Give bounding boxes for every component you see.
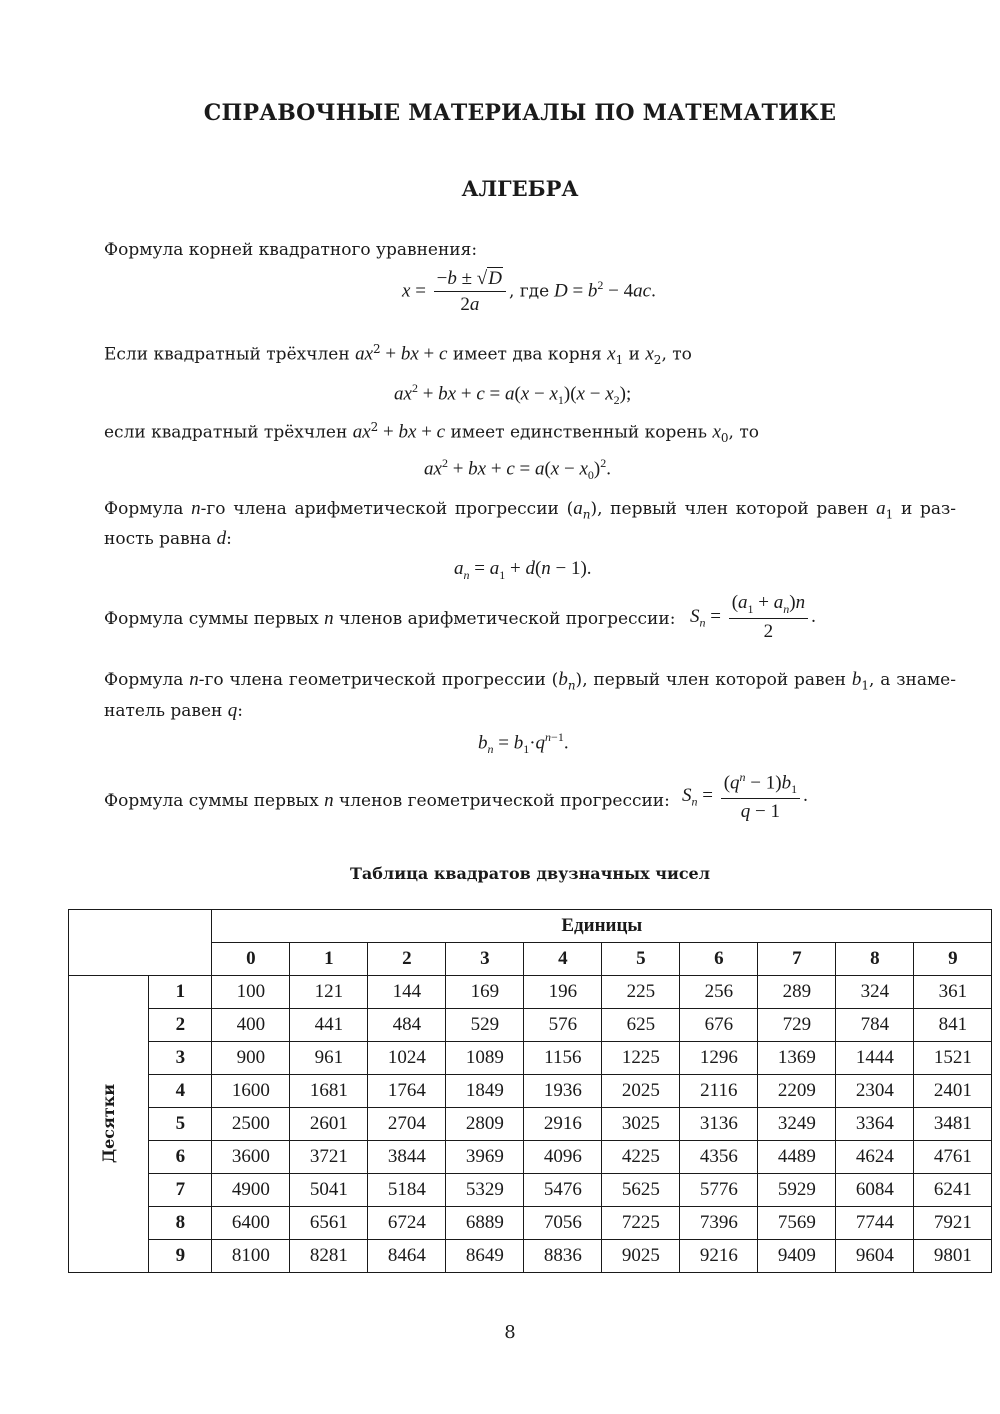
square-value-cell: 961	[290, 1042, 368, 1075]
square-value-cell: 5625	[602, 1174, 680, 1207]
square-value-cell: 2500	[212, 1108, 290, 1141]
square-value-cell: 4489	[758, 1141, 836, 1174]
squares-table	[68, 909, 992, 1273]
square-value-cell: 169	[446, 976, 524, 1009]
square-value-cell: 7569	[758, 1207, 836, 1240]
square-value-cell: 8649	[446, 1240, 524, 1273]
square-value-cell: 1296	[680, 1042, 758, 1075]
geom-sum-sentence: Формула суммы первых n членов геометрической прогрессии:	[104, 790, 670, 811]
square-value-cell: 2809	[446, 1108, 524, 1141]
table-caption: Таблица квадратов двузначных чисел	[349, 864, 711, 883]
geom-sum-formula: $S_n$ = $\frac{(q^n - 1)b_1}{q - 1}$ .	[682, 770, 808, 823]
geom-nth-text: -го члена геометрической прогрессии	[198, 670, 546, 690]
square-value-cell: 4356	[680, 1141, 758, 1174]
tens-digit-cell: 6	[149, 1141, 212, 1174]
square-value-cell: 8281	[290, 1240, 368, 1273]
square-value-cell: 6561	[290, 1207, 368, 1240]
arith-sum-text: Формула суммы первых	[104, 609, 319, 629]
arith-nth-text: -го члена арифметической прогрессии	[200, 499, 559, 519]
square-value-cell: 1444	[836, 1042, 914, 1075]
geom-sum-text-2: членов геометрической прогрессии:	[338, 791, 670, 811]
one-root-prefix: если квадратный трёхчлен	[104, 422, 348, 443]
table-row	[69, 1240, 992, 1273]
square-value-cell: 3364	[836, 1108, 914, 1141]
square-value-cell: 1521	[914, 1042, 992, 1075]
two-roots-factorization: $ax^2$ + bx + $c = a(x - x_1)(x - x_2)$;	[394, 381, 632, 408]
square-value-cell: 1936	[524, 1075, 602, 1108]
table-row	[69, 1042, 992, 1075]
units-header-cell: 3	[446, 943, 524, 976]
one-root-factorization: $ax^2$ + bx + $c = a(x - x_0)^2$.	[424, 456, 611, 483]
square-value-cell: 7396	[680, 1207, 758, 1240]
then-word: , то	[661, 344, 692, 365]
tens-digit-cell: 2	[149, 1009, 212, 1042]
geom-nth-sentence: Формула n-го члена геометрической прогрессии $(b_n)$, первый член которой равен $b_1$, а знаме-	[104, 669, 956, 693]
tens-label: Десятки	[99, 1083, 119, 1164]
units-label: Единицы	[212, 910, 992, 943]
units-header-cell: 1	[290, 943, 368, 976]
square-value-cell: 4624	[836, 1141, 914, 1174]
square-value-cell: 1600	[212, 1075, 290, 1108]
square-value-cell: 841	[914, 1009, 992, 1042]
one-root-sentence: если квадратный трёхчлен $ax^2$ + bx + c имеет единственный корень $x_0$, то	[104, 420, 759, 446]
square-value-cell: 3136	[680, 1108, 758, 1141]
square-value-cell: 1225	[602, 1042, 680, 1075]
geom-line-end: , а знаме-	[869, 670, 956, 690]
square-value-cell: 3721	[290, 1141, 368, 1174]
table-row	[69, 1108, 992, 1141]
square-value-cell: 7056	[524, 1207, 602, 1240]
square-value-cell: 3025	[602, 1108, 680, 1141]
units-header-cell: 2	[368, 943, 446, 976]
square-value-cell: 2304	[836, 1075, 914, 1108]
squares-table-body	[69, 910, 992, 1273]
tens-label-cell	[69, 976, 149, 1273]
square-value-cell: 2116	[680, 1075, 758, 1108]
geom-sum-text: Формула суммы первых	[104, 791, 319, 811]
one-root-middle: имеет единственный корень	[450, 422, 708, 443]
square-value-cell: 5041	[290, 1174, 368, 1207]
tens-digit-cell: 5	[149, 1108, 212, 1141]
square-value-cell: 2704	[368, 1108, 446, 1141]
units-header-cell: 4	[524, 943, 602, 976]
square-value-cell: 576	[524, 1009, 602, 1042]
square-value-cell: 100	[212, 976, 290, 1009]
page-number: 8	[504, 1322, 516, 1343]
square-value-cell: 121	[290, 976, 368, 1009]
square-value-cell: 1156	[524, 1042, 602, 1075]
and-word: и	[628, 344, 640, 365]
then-word-2: , то	[728, 422, 759, 443]
quadratic-roots-formula: x = $\frac{-b \pm √D}{2a}$ , где $D = b^2 - 4ac$.	[402, 268, 656, 315]
square-value-cell: 2916	[524, 1108, 602, 1141]
square-value-cell: 1681	[290, 1075, 368, 1108]
square-value-cell: 9025	[602, 1240, 680, 1273]
square-value-cell: 900	[212, 1042, 290, 1075]
square-value-cell: 5929	[758, 1174, 836, 1207]
square-value-cell: 400	[212, 1009, 290, 1042]
square-value-cell: 225	[602, 976, 680, 1009]
geom-nth-formula: $b_n = b_1\cdot q^{n-1}$.	[478, 730, 569, 757]
square-value-cell: 4761	[914, 1141, 992, 1174]
quadratic-formula-intro: Формула корней квадратного уравнения:	[104, 240, 478, 260]
square-value-cell: 4096	[524, 1141, 602, 1174]
square-value-cell: 256	[680, 976, 758, 1009]
table-row	[69, 1174, 992, 1207]
square-value-cell: 1089	[446, 1042, 524, 1075]
square-value-cell: 324	[836, 976, 914, 1009]
two-roots-prefix: Если квадратный трёхчлен	[104, 344, 350, 365]
tens-digit-cell: 3	[149, 1042, 212, 1075]
formula-word: Формула	[104, 499, 184, 519]
two-roots-sentence: Если квадратный трёхчлен $ax^2$ + bx + c имеет два корня $x_1$ и $x_2$, то	[104, 342, 692, 368]
square-value-cell: 729	[758, 1009, 836, 1042]
arith-sum-sentence: Формула суммы первых n членов арифметической прогрессии:	[104, 608, 676, 629]
square-value-cell: 5329	[446, 1174, 524, 1207]
units-header-cell: 5	[602, 943, 680, 976]
square-value-cell: 6084	[836, 1174, 914, 1207]
arith-difference-line: ность равна d:	[104, 528, 232, 549]
units-header-cell: 6	[680, 943, 758, 976]
arith-difference-text: ность равна	[104, 529, 212, 549]
square-value-cell: 1849	[446, 1075, 524, 1108]
square-value-cell: 3844	[368, 1141, 446, 1174]
tens-digit-cell: 9	[149, 1240, 212, 1273]
arith-nth-formula: $a_n = a_1 + d(n - 1)$.	[454, 558, 592, 582]
square-value-cell: 2401	[914, 1075, 992, 1108]
square-value-cell: 5776	[680, 1174, 758, 1207]
square-value-cell: 7744	[836, 1207, 914, 1240]
page-title: СПРАВОЧНЫЕ МАТЕРИАЛЫ ПО МАТЕМАТИКЕ	[203, 100, 837, 126]
geom-first-term-text: , первый член которой равен	[582, 670, 847, 690]
square-value-cell: 1024	[368, 1042, 446, 1075]
square-value-cell: 2025	[602, 1075, 680, 1108]
square-value-cell: 6889	[446, 1207, 524, 1240]
where-text: , где	[508, 281, 550, 302]
square-value-cell: 441	[290, 1009, 368, 1042]
square-value-cell: 5476	[524, 1174, 602, 1207]
square-value-cell: 8100	[212, 1240, 290, 1273]
corner-cell	[69, 910, 212, 976]
tens-digit-cell: 8	[149, 1207, 212, 1240]
square-value-cell: 9216	[680, 1240, 758, 1273]
arith-line-end: и раз-	[900, 499, 957, 519]
square-value-cell: 144	[368, 976, 446, 1009]
square-value-cell: 2209	[758, 1075, 836, 1108]
units-header-cell: 7	[758, 943, 836, 976]
square-value-cell: 7225	[602, 1207, 680, 1240]
square-value-cell: 625	[602, 1009, 680, 1042]
arith-sum-text-2: членов арифметической прогрессии:	[338, 609, 676, 629]
square-value-cell: 9801	[914, 1240, 992, 1273]
square-value-cell: 3481	[914, 1108, 992, 1141]
square-value-cell: 784	[836, 1009, 914, 1042]
tens-digit-cell: 7	[149, 1174, 212, 1207]
square-value-cell: 361	[914, 976, 992, 1009]
units-header-cell: 9	[914, 943, 992, 976]
square-value-cell: 8464	[368, 1240, 446, 1273]
two-roots-middle: имеет два корня	[452, 344, 602, 365]
square-value-cell: 4900	[212, 1174, 290, 1207]
square-value-cell: 7921	[914, 1207, 992, 1240]
units-header-cell: 0	[212, 943, 290, 976]
table-row	[69, 1075, 992, 1108]
arith-nth-sentence: Формула n-го члена арифметической прогрессии $(a_n)$, первый член которой равен $a_1$ и раз-	[104, 498, 957, 522]
square-value-cell: 289	[758, 976, 836, 1009]
formula-word-2: Формула	[104, 670, 184, 690]
square-value-cell: 3600	[212, 1141, 290, 1174]
arith-sum-formula: $S_n$ = $\frac{(a_1 + a_n)n}{2}$ .	[690, 592, 816, 642]
table-row	[69, 1141, 992, 1174]
table-row	[69, 1207, 992, 1240]
square-value-cell: 6400	[212, 1207, 290, 1240]
square-value-cell: 6241	[914, 1174, 992, 1207]
square-value-cell: 1764	[368, 1075, 446, 1108]
square-value-cell: 3969	[446, 1141, 524, 1174]
square-value-cell: 196	[524, 976, 602, 1009]
section-heading: АЛГЕБРА	[461, 176, 579, 201]
square-value-cell: 484	[368, 1009, 446, 1042]
square-value-cell: 1369	[758, 1042, 836, 1075]
square-value-cell: 5184	[368, 1174, 446, 1207]
arith-first-term-text: , первый член которой равен	[597, 499, 869, 519]
units-header-cell: 8	[836, 943, 914, 976]
table-row	[69, 976, 992, 1009]
square-value-cell: 2601	[290, 1108, 368, 1141]
square-value-cell: 9409	[758, 1240, 836, 1273]
table-row	[69, 1009, 992, 1042]
geom-ratio-line: натель равен q:	[104, 700, 244, 721]
square-value-cell: 8836	[524, 1240, 602, 1273]
tens-digit-cell: 4	[149, 1075, 212, 1108]
square-value-cell: 9604	[836, 1240, 914, 1273]
square-value-cell: 676	[680, 1009, 758, 1042]
table-header-row	[69, 910, 992, 943]
square-value-cell: 529	[446, 1009, 524, 1042]
square-value-cell: 3249	[758, 1108, 836, 1141]
geom-ratio-text: натель равен	[104, 701, 223, 721]
tens-digit-cell: 1	[149, 976, 212, 1009]
square-value-cell: 4225	[602, 1141, 680, 1174]
square-value-cell: 6724	[368, 1207, 446, 1240]
